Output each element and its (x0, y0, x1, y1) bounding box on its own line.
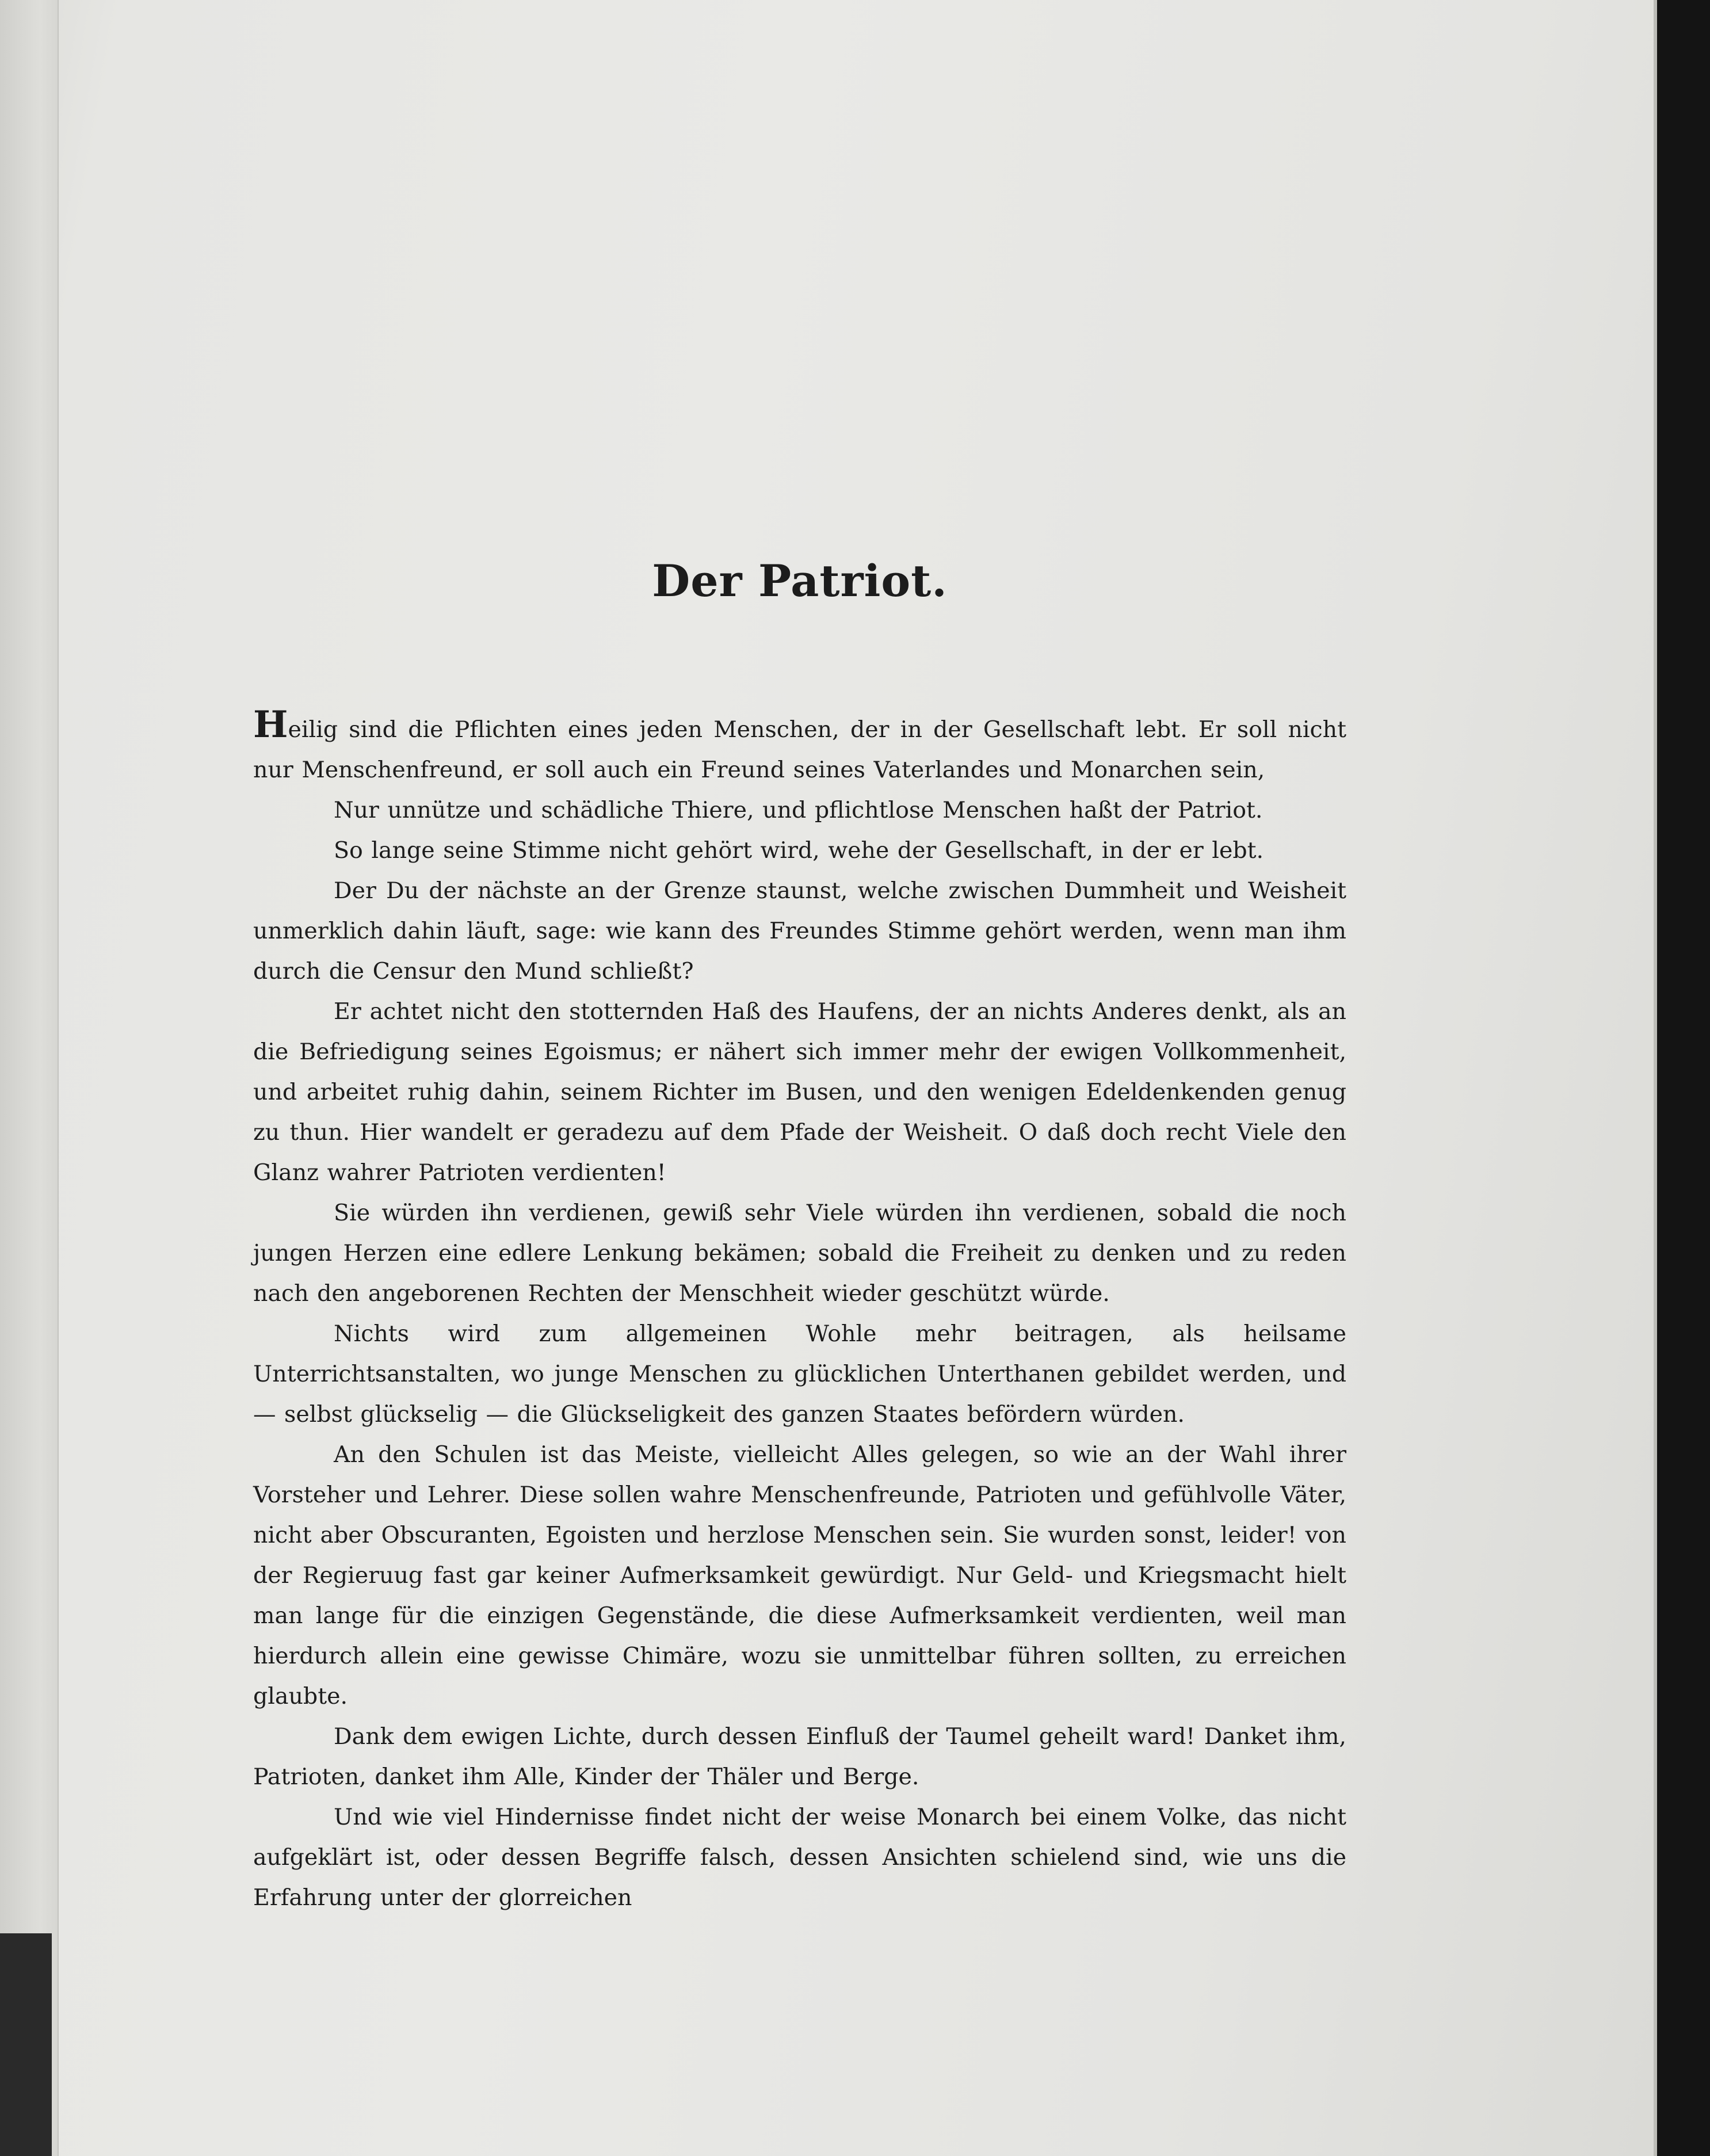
paragraph-1 (253, 703, 1346, 790)
binding-shadow (0, 1933, 52, 2156)
paragraph-8: An den Schulen ist das Meiste, vielleicht Alles gelegen, so wie an der Wahl ihrer Vorsteher und Lehrer. Diese sollen wahre Menschenfreunde, Patrioten und gefühlvolle Väter, nicht aber Obscuranten, Egoisten und herzlose Menschen sein. Sie wurden sonst, leider! von der Regieruug fast gar keiner Aufmerksamkeit gewürdigt. Nur Geld- und Kriegsmacht hielt man lange für die einzigen Gegenstände, die diese Aufmerksamkeit verdienten, weil man hierdurch allein eine gewisse Chimäre, wozu sie unmittelbar führen sollten, zu erreichen glaubte. (253, 1441, 1346, 1709)
paragraph-9: Dank dem ewigen Lichte, durch dessen Einfluß der Taumel geheilt ward! Danket ihm, Patrioten, danket ihm Alle, Kinder der Thäler und Berge. (253, 1723, 1346, 1790)
page-title: Der Patriot. (652, 555, 948, 606)
paragraph-2: Nur unnütze und schädliche Thiere, und pflichtlose Menschen haßt der Patriot. (334, 797, 1263, 823)
page-content (253, 552, 1346, 1918)
paragraph-1-text: eilig sind die Pflichten eines jeden Menschen, der in der Gesellschaft lebt. Er soll nicht nur Menschenfreund, er soll auch ein Freund seines Vaterlandes und Monarchen sein, (253, 716, 1346, 783)
paragraph-6: Sie würden ihn verdienen, gewiß sehr Viele würden ihn verdienen, sobald die noch jungen Herzen eine edlere Lenkung bekämen; sobald die Freiheit zu denken und zu reden nach den angeborenen Rechten der Menschheit wieder geschützt würde. (253, 1200, 1346, 1307)
paragraph-5: Er achtet nicht den stotternden Haß des Haufens, der an nichts Anderes denkt, als an die Befriedigung seines Egoismus; er nähert sich immer mehr der ewigen Vollkommenheit, und arbeitet ruhig dahin, seinem Richter im Busen, und den wenigen Edeldenkenden genug zu thun. Hier wandelt er geradezu auf dem Pfade der Weisheit. O daß doch recht Viele den Glanz wahrer Patrioten verdienten! (253, 998, 1346, 1186)
binding-edge (0, 0, 59, 2156)
paragraph-4: Der Du der nächste an der Grenze staunst, welche zwischen Dummheit und Weisheit unmerklich dahin läuft, sage: wie kann des Freundes Stimme gehört werden, wenn man ihm durch die Censur den Mund schließt? (253, 877, 1346, 984)
paragraph-3: So lange seine Stimme nicht gehört wird, wehe der Gesellschaft, in der er lebt. (334, 837, 1264, 864)
paragraph-7: Nichts wird zum allgemeinen Wohle mehr beitragen, als heilsame Unterrichtsanstalten, wo junge Menschen zu glücklichen Unterthanen gebildet werden, und — selbst glückselig — die Glückseligkeit des ganzen Staates befördern würden. (253, 1321, 1346, 1428)
paragraph-10: Und wie viel Hindernisse findet nicht der weise Monarch bei einem Volke, das nicht aufgeklärt ist, oder dessen Begriffe falsch, dessen Ansichten schielend sind, wie uns die Erfahrung unter der glorreichen (253, 1804, 1346, 1911)
initial-letter: H (253, 703, 288, 746)
